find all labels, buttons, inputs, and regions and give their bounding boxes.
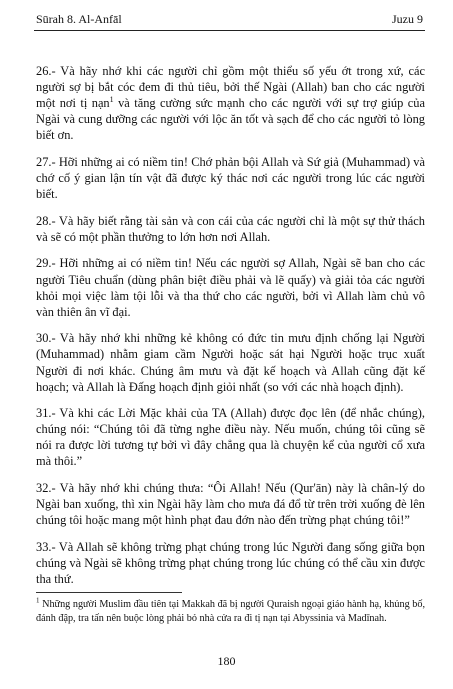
verse-28: 28.- Và hãy biết rằng tài sản và con cái của các người chỉ là một sự thử thách và sẽ có một phần thưởng to lớn hơn nơi Allah. bbox=[36, 213, 425, 244]
footnote-ref: 1 bbox=[109, 95, 114, 105]
verse-27: 27.- Hỡi những ai có niềm tin! Chớ phản bội Allah và Sứ giả (Muhammad) và chớ cố ý gian lận tín vật đã được ký thác nơi các người trong lúc các người biết. bbox=[36, 154, 425, 202]
header-rule bbox=[34, 30, 425, 31]
juz-label: Juzu 9 bbox=[392, 12, 423, 26]
verse-30: 30.- Và hãy nhớ khi những kẻ không có đức tin mưu định chống lại Người (Muhammad) nhằm giam cầm Người hoặc sát hại Người hoặc trục xuất Người đi nơi khác. Chúng âm mưu và đặt kế hoạch và Allah cũng đặt kế hoạch; và Allah là Đấng hoạch định giỏi nhất (so với các nhà hoạch định). bbox=[36, 331, 425, 394]
surah-title: Sūrah 8. Al-Anfāl bbox=[36, 12, 122, 26]
verse-29: 29.- Hỡi những ai có niềm tin! Nếu các người sợ Allah, Ngài sẽ ban cho các người Tiêu chuẩn (dùng phân biệt điều phải và lẽ quấy) và giải tỏa các người khỏi mọi việc làm tội lỗi và tha thứ cho các người, bởi vì Allah làm chủ vô vàn thiên ân vĩ đại. bbox=[36, 256, 425, 319]
page-number: 180 bbox=[217, 654, 236, 668]
verse-26: 26.- Và hãy nhớ khi các người chỉ gồm một thiểu số yếu ớt trong xứ, các người sợ bị bắt cóc đem đi thủ tiêu, bởi thế Ngài (Allah) ban cho các người một nơi tị nạn$^1$ và tăng cường sức mạnh cho các người với sự trợ giúp của Ngài và cung dưỡng các người với lộc ăn tốt và sạch để cho các người tỏ lòng biết ơn. bbox=[36, 64, 425, 143]
footnote-rule bbox=[36, 592, 182, 593]
footnote bbox=[36, 598, 425, 626]
verse-32: 32.- Và hãy nhớ khi chúng thưa: “Ôi Allah! Nếu (Qur'ān) này là chân-lý do Ngài ban xuống, thì xin Ngài hãy làm cho mưa đá đổ từ trên trời xuống đè lên chúng tôi hoặc mang một hình phạt đau đớn nào đến trừng phạt chúng tôi!” bbox=[36, 481, 425, 528]
footnote-marker: 1 bbox=[36, 596, 40, 605]
verse-list bbox=[36, 63, 425, 598]
verse-31: 31.- Và khi các Lời Mặc khải của TA (Allah) được đọc lên (để nhắc chúng), chúng nói: “Chúng tôi đã từng nghe điều này. Nếu muốn, chúng tôi cũng sẽ nói ra được lời tương tự bởi vì đây chẳng qua là chuyện kể của người cổ xưa mà thôi.” bbox=[36, 406, 425, 469]
verse-33: 33.- Và Allah sẽ không trừng phạt chúng trong lúc Người đang sống giữa bọn chúng và Ngài sẽ không trừng phạt chúng trong lúc chúng có thể cầu xin được tha thứ. bbox=[36, 539, 425, 587]
running-header bbox=[36, 10, 423, 28]
footnote-text: Những người Muslim đầu tiên tại Makkah đã bị người Quraish ngoại giáo hành hạ, khủng bố, đánh đập, tra tấn nên buộc lòng phải bỏ nhà cửa ra đi tị nạn tại Abyssinia và Madīnah. bbox=[36, 599, 425, 624]
